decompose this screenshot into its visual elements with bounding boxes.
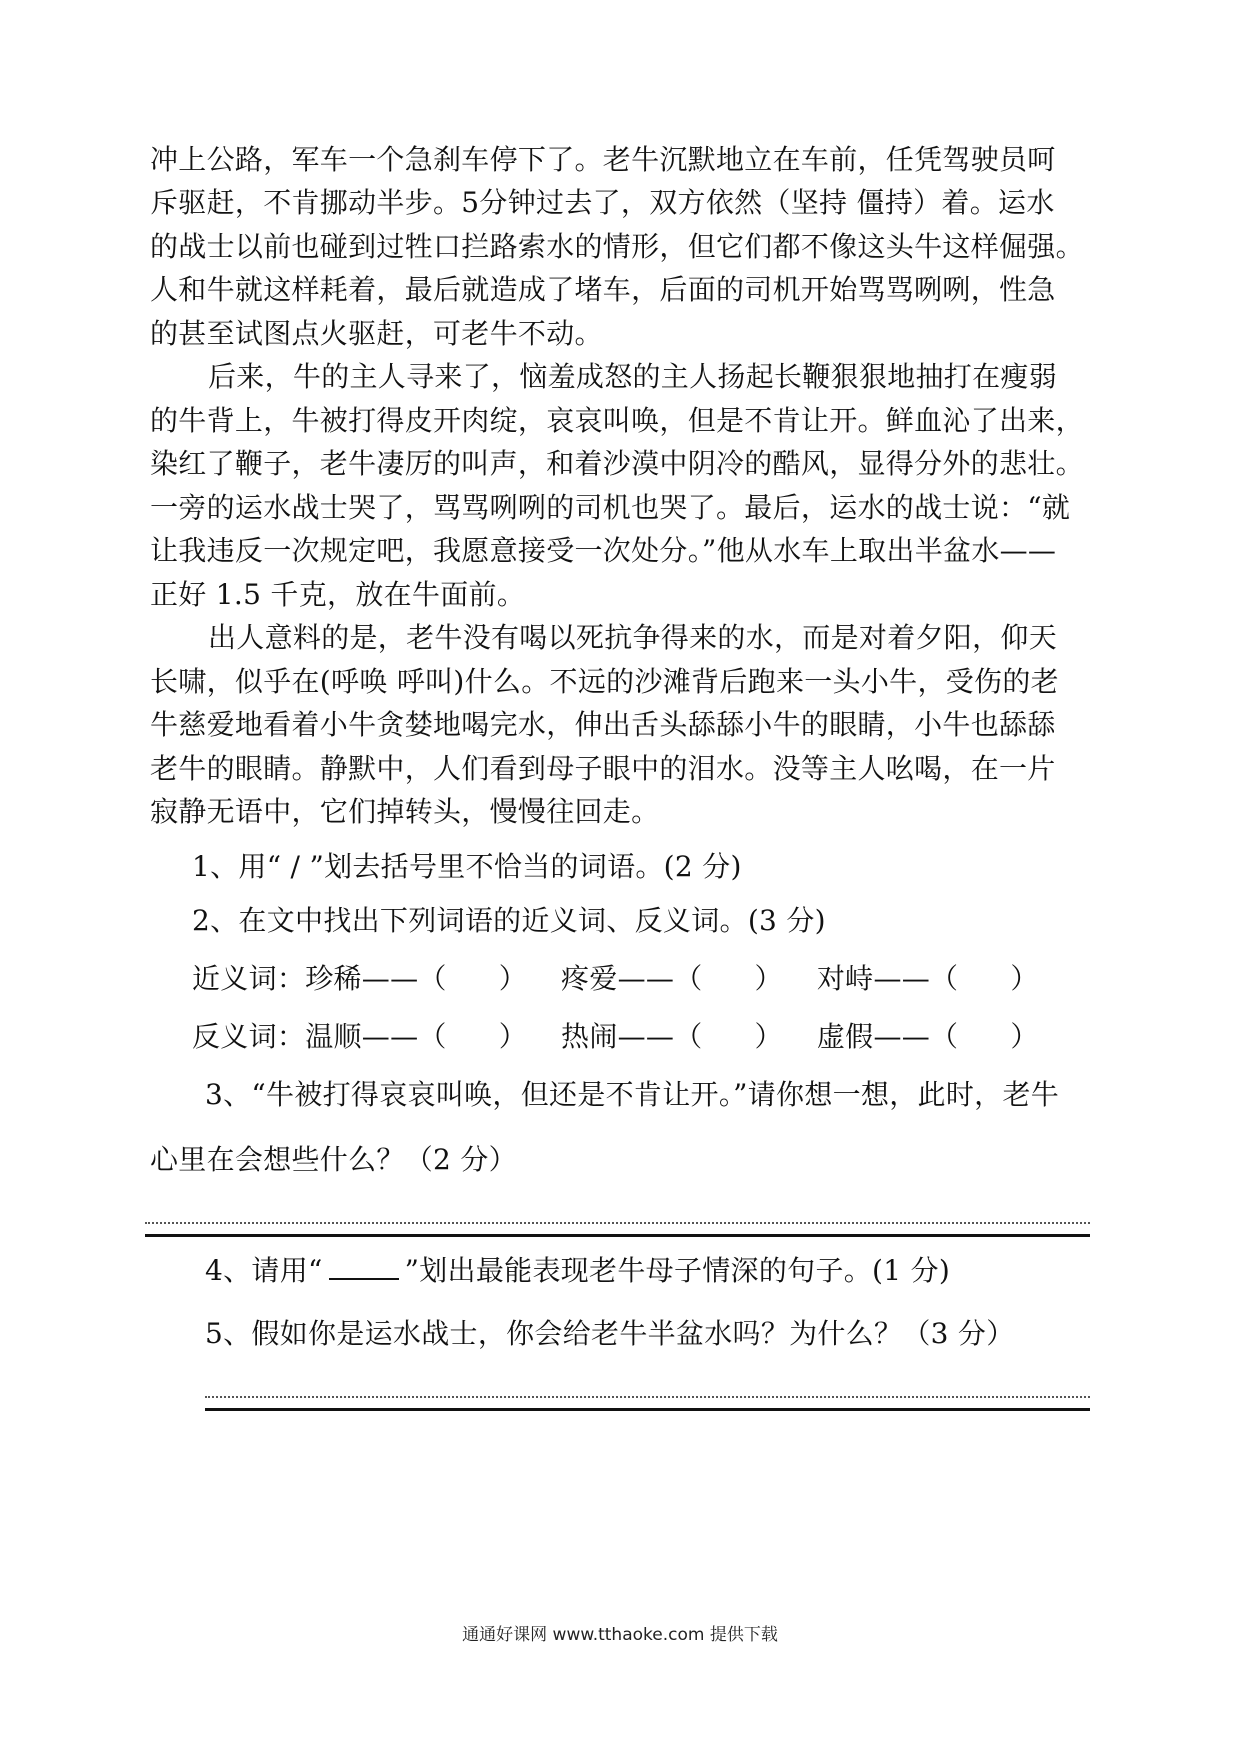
passage-line: 正好 1.5 千克，放在牛面前。 xyxy=(150,578,526,611)
close-paren: ） xyxy=(754,1020,783,1053)
underline-sample xyxy=(329,1256,399,1280)
close-paren: ） xyxy=(1010,962,1039,995)
passage-line: 一旁的运水战士哭了，骂骂咧咧的司机也哭了。最后，运水的战士说：“就 xyxy=(150,491,1071,524)
question-5: 5、假如你是运水战士，你会给老牛半盆水吗？为什么？（3 分） xyxy=(205,1317,1015,1350)
question-3-continued: 心里在会想些什么？（2 分） xyxy=(150,1143,517,1176)
close-paren: ） xyxy=(498,1020,528,1053)
question-4 xyxy=(205,1246,1145,1295)
answer-line[interactable] xyxy=(145,1222,1090,1237)
question-4-suffix: ”划出最能表现老牛母子情深的句子。(1 分) xyxy=(404,1254,951,1287)
passage-line: 让我违反一次规定吧，我愿意接受一次处分。”他从水车上取出半盆水—— xyxy=(150,534,1057,567)
passage-line: 后来，牛的主人寻来了，恼羞成怒的主人扬起长鞭狠狠地抽打在瘦弱 xyxy=(208,360,1058,393)
passage-line: 冲上公路，军车一个急刹车停下了。老牛沉默地立在车前，任凭驾驶员呵 xyxy=(150,143,1056,176)
antonym-item: 温顺——（ xyxy=(305,1020,447,1053)
synonyms-row xyxy=(192,954,1132,1003)
antonyms-row xyxy=(192,1012,1132,1061)
footer-credit: 通通好课网 www.tthaoke.com 提供下载 xyxy=(462,1625,778,1645)
passage-line: 的战士以前也碰到过牲口拦路索水的情形，但它们都不像这头牛这样倔强。 xyxy=(150,230,1084,263)
close-paren: ） xyxy=(754,962,783,995)
question-3: 3、“牛被打得哀哀叫唤，但还是不肯让开。”请你想一想，此时，老牛 xyxy=(205,1078,1060,1111)
passage-line: 牛慈爱地看着小牛贪婪地喝完水，伸出舌头舔舔小牛的眼睛，小牛也舔舔 xyxy=(150,708,1056,741)
passage-line: 染红了鞭子，老牛凄厉的叫声，和着沙漠中阴冷的酷风，显得分外的悲壮。 xyxy=(150,447,1084,480)
question-2: 2、在文中找出下列词语的近义词、反义词。(3 分) xyxy=(192,904,826,937)
close-paren: ） xyxy=(1010,1020,1039,1053)
synonym-item: 对峙——（ xyxy=(816,962,959,995)
passage-line: 老牛的眼睛。静默中，人们看到母子眼中的泪水。没等主人吆喝，在一片 xyxy=(150,752,1056,785)
antonym-item: 热闹——（ xyxy=(561,1020,703,1053)
passage-line: 斥驱赶，不肯挪动半步。5分钟过去了，双方依然（坚持 僵持）着。运水 xyxy=(150,186,1055,219)
passage-line: 的甚至试图点火驱赶，可老牛不动。 xyxy=(150,317,603,350)
question-1: 1、用“ / ”划去括号里不恰当的词语。(2 分) xyxy=(192,850,742,883)
close-paren: ） xyxy=(498,962,528,995)
synonym-item: 珍稀——（ xyxy=(305,962,447,995)
question-4-prefix: 4、请用“ xyxy=(205,1254,323,1287)
synonym-item: 疼爱——（ xyxy=(561,962,703,995)
synonyms-label: 近义词： xyxy=(192,962,306,995)
passage-line: 出人意料的是，老牛没有喝以死抗争得来的水，而是对着夕阳，仰天 xyxy=(208,621,1058,654)
passage-line: 人和牛就这样耗着，最后就造成了堵车，后面的司机开始骂骂咧咧，性急 xyxy=(150,273,1056,306)
passage-line: 的牛背上，牛被打得皮开肉绽，哀哀叫唤，但是不肯让开。鲜血沁了出来， xyxy=(150,404,1084,437)
passage-line: 寂静无语中，它们掉转头，慢慢往回走。 xyxy=(150,795,660,828)
antonyms-label: 反义词： xyxy=(192,1020,306,1053)
antonym-item: 虚假——（ xyxy=(816,1020,959,1053)
passage-line: 长啸，似乎在(呼唤 呼叫)什么。不远的沙滩背后跑来一头小牛，受伤的老 xyxy=(150,665,1059,698)
answer-line[interactable] xyxy=(205,1396,1090,1411)
